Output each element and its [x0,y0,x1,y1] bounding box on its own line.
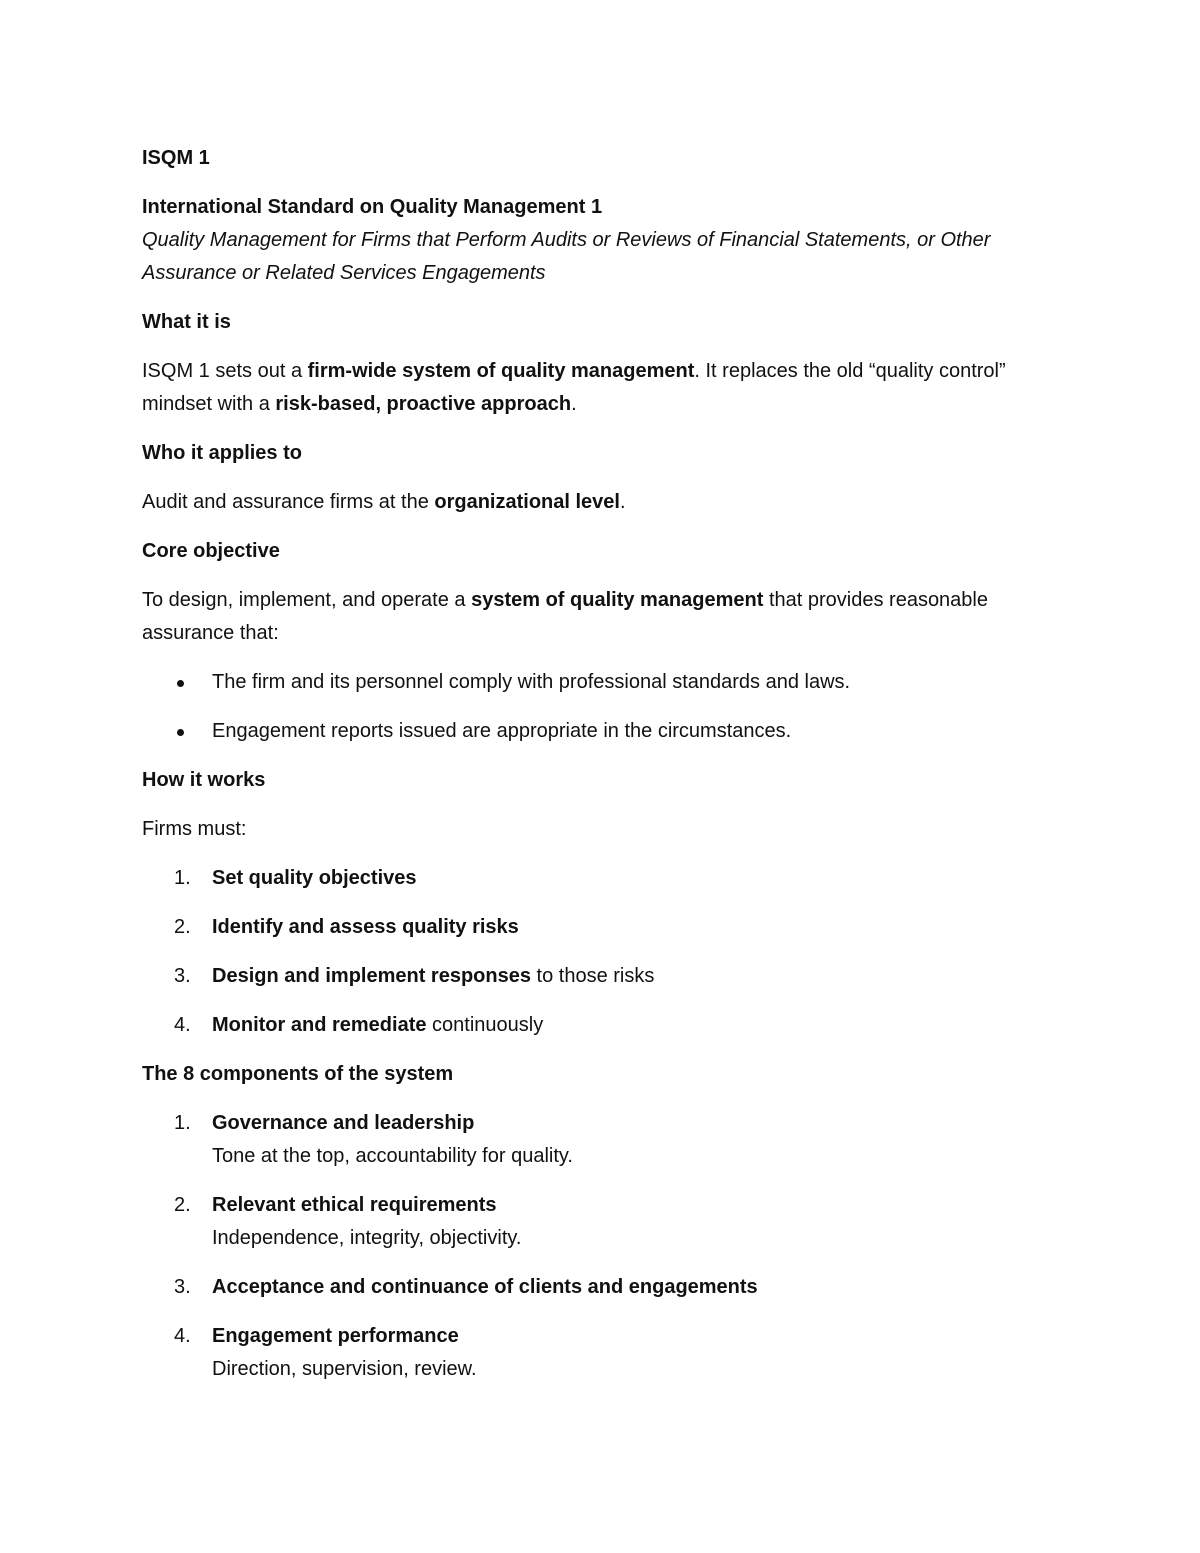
component-description: Direction, supervision, review. [212,1358,477,1380]
bold-run: system of quality management [471,589,764,611]
component-number: 3. [174,1276,191,1298]
text-run: . [619,491,626,513]
text-run: ISQM 1 sets out a [142,360,308,382]
bullet-dot-icon [177,729,184,736]
component-item [142,1271,1062,1304]
bold-run: risk-based, proactive approach [275,393,572,415]
step-item [142,960,1062,993]
step-number: 4. [174,1014,191,1036]
components-list [142,1107,1062,1386]
component-title: Governance and leadership [212,1112,475,1134]
section-heading-who-it-applies-to: Who it applies to [142,442,302,464]
component-item [142,1107,1062,1173]
component-title: Acceptance and continuance of clients and engagements [212,1276,758,1298]
step-title: Monitor and remediate [212,1014,427,1036]
step-number: 3. [174,965,191,987]
bold-run: organizational level [434,491,620,513]
step-title: Design and implement responses [212,965,531,987]
bullet-text: The firm and its personnel comply with professional standards and laws. [212,671,851,693]
text-run: Audit and assurance firms at the [142,491,435,513]
component-description: Tone at the top, accountability for quality. [212,1145,573,1167]
step-rest: to those risks [530,965,655,987]
core-objective-paragraph [142,584,1062,650]
section-heading-how-it-works: How it works [142,769,266,791]
component-number: 2. [174,1194,191,1216]
component-number: 4. [174,1325,191,1347]
section-heading-what-it-is: What it is [142,311,231,333]
core-objective-bullet-list [142,666,1062,748]
step-title: Set quality objectives [212,867,417,889]
component-number: 1. [174,1112,191,1134]
component-item [142,1320,1062,1386]
who-it-applies-paragraph [142,486,1062,519]
step-item [142,862,1062,895]
component-description: Independence, integrity, objectivity. [212,1227,522,1249]
component-title: Relevant ethical requirements [212,1194,497,1216]
bold-run: firm-wide system of quality management [307,360,695,382]
text-run: that provides reasonable assurance that: [142,589,988,644]
text-run: To design, implement, and operate a [142,589,472,611]
document-body [142,142,1062,1402]
how-it-works-step-list [142,862,1062,1042]
step-title: Identify and assess quality risks [212,916,519,938]
document-title: ISQM 1 [142,147,210,169]
step-item [142,911,1062,944]
standard-name: International Standard on Quality Management 1 [142,196,603,218]
section-heading-components: The 8 components of the system [142,1063,454,1085]
standard-subtitle: Quality Management for Firms that Perform Audits or Reviews of Financial Statements, or Other Assurance or Related Services Engagements [142,229,991,284]
step-rest: continuously [426,1014,544,1036]
text-run: . It replaces the old “quality control” mindset with a [142,360,1006,415]
step-number: 2. [174,916,191,938]
bullet-item [142,715,1062,748]
bullet-dot-icon [177,680,184,687]
step-number: 1. [174,867,191,889]
text-run: . [571,393,577,415]
bullet-text: Engagement reports issued are appropriate in the circumstances. [212,720,792,742]
component-item [142,1189,1062,1255]
component-title: Engagement performance [212,1325,459,1347]
how-it-works-intro: Firms must: [142,818,247,840]
section-heading-core-objective: Core objective [142,540,280,562]
step-item [142,1009,1062,1042]
what-it-is-paragraph [142,355,1062,421]
bullet-item [142,666,1062,699]
